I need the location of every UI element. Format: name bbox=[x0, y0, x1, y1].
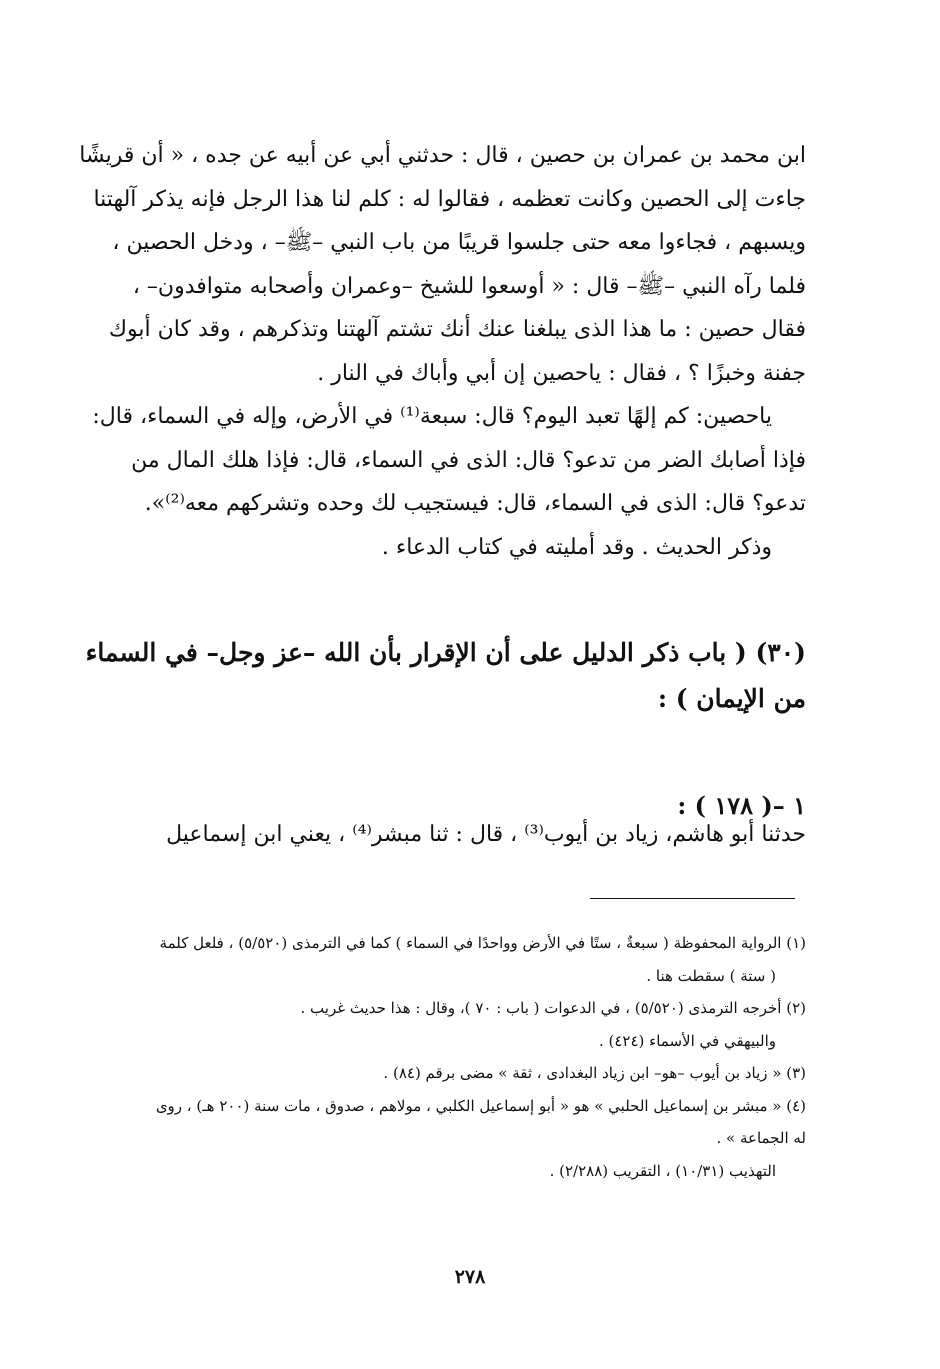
footnote-line: له الجماعة » . bbox=[716, 1129, 806, 1147]
footnote-line: والبيهقي في الأسماء (٤٢٤) . bbox=[598, 1031, 776, 1050]
text-line: وذكر الحديث . وقد أمليته في كتاب الدعاء . bbox=[381, 534, 772, 560]
text-line: فقال حصين : ما هذا الذى يبلغنا عنك أنك تشتم آلهتنا وتذكرهم ، وقد كان أبوك bbox=[108, 317, 806, 342]
text-line: جاءت إلى الحصين وكانت تعظمه ، فقالوا له : كلم لنا هذا الرجل فإنه يذكر آلهتنا bbox=[93, 186, 806, 212]
footnote-divider bbox=[590, 898, 795, 899]
hadith-number: ١ –( ١٧٨ ) : bbox=[677, 791, 806, 820]
text-line: تدعو؟ قال: الذى في السماء، قال: فيستجيب لك وحده وتشركهم معه⁽²⁾». bbox=[144, 491, 806, 516]
text-line: ويسبهم ، فجاءوا معه حتى جلسوا قريبًا من باب النبي –ﷺ– ، ودخل الحصين ، bbox=[112, 230, 806, 255]
footnote-line: ( ستة ) سقطت هنا . bbox=[646, 966, 776, 985]
chapter-heading bbox=[85, 630, 806, 722]
text-line: ياحصين: كم إلهًا تعبد اليوم؟ قال: سبعة⁽¹⁾ في الأرض، وإله في السماء، قال: bbox=[92, 404, 772, 429]
footnote-line: (٣) « زياد بن أيوب –هو– ابن زياد البغدادى ، ثقة » مضى برقم (٨٤) . bbox=[383, 1064, 806, 1082]
chapter-heading-line-1: (٣٠) ( باب ذكر الدليل على أن الإقرار بأن الله –عز وجل– في السماء bbox=[85, 638, 806, 667]
main-text-block bbox=[79, 134, 806, 569]
footnotes bbox=[126, 927, 806, 1187]
text-line: فلما رآه النبي –ﷺ– قال : « أوسعوا للشيخ –وعمران وأصحابه متوافدون– ، bbox=[132, 273, 806, 299]
text-line: فإذا أصابك الضر من تدعو؟ قال: الذى في السماء، قال: فإذا هلك المال من bbox=[131, 447, 806, 473]
text-line: ابن محمد بن عمران بن حصين ، قال : حدثني أبي عن أبيه عن جده ، « أن قريشًا bbox=[79, 143, 806, 168]
footnote-line: (١) الرواية المحفوظة ( سبعةٌ ، ستًا في الأرض وواحدًا في السماء ) كما في الترمذى (٥/٥٢٠) ، فلعل كلمة bbox=[159, 934, 806, 952]
page-number: ٢٧٨ bbox=[454, 1266, 486, 1288]
chapter-heading-line-2: من الإيمان ) : bbox=[657, 684, 806, 713]
text-line: جفنة وخبزًا ؟ ، فقال : ياحصين إن أبي وأباك في النار . bbox=[317, 360, 806, 386]
footnote-line: (٢) أخرجه الترمذى (٥/٥٢٠) ، في الدعوات ( باب : ٧٠ )، وقال : هذا حديث غريب . bbox=[300, 999, 806, 1017]
hadith-chain-text: حدثنا أبو هاشم، زياد بن أيوب⁽³⁾ ، قال : ثنا مبشر⁽⁴⁾ ، يعني ابن إسماعيل bbox=[166, 822, 806, 847]
footnote-line: التهذيب (١٠/٣١) ، التقريب (٢/٢٨٨) . bbox=[549, 1161, 776, 1180]
footnote-line: (٤) « مبشر بن إسماعيل الحلبي » هو « أبو إسماعيل الكلبي ، مولاهم ، صدوق ، مات سنة (٢٠٠ هـ) ، روى bbox=[155, 1096, 806, 1115]
